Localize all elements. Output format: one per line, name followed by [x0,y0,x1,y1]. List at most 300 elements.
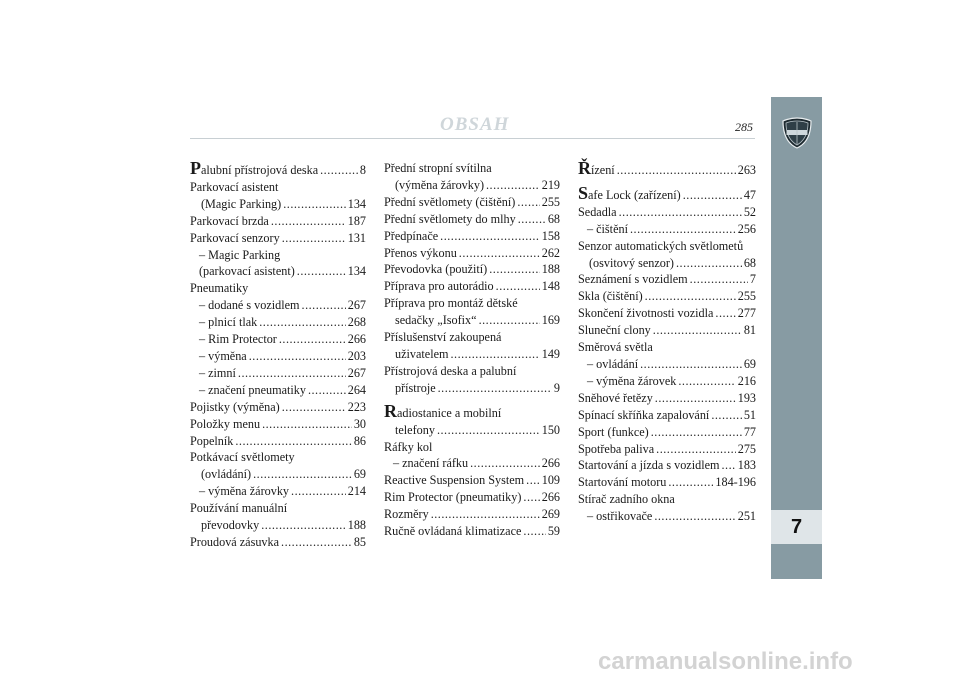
leader-dots [517,194,539,211]
entry-text: Směrová světla [578,340,653,355]
entry-text: (osvitový senzor) [589,255,674,270]
entry-text: Rozměry [384,507,429,522]
index-entry [578,508,756,525]
entry-text: telefony [395,422,435,437]
lancia-shield-icon [782,117,812,149]
entry-page-number: 277 [737,306,756,321]
index-line [384,439,560,456]
index-line [190,449,366,466]
entry-text: – výměna [199,348,247,363]
entry-page-number: 69 [353,467,366,482]
entry-text: Popelník [190,433,234,448]
index-entry [578,457,756,474]
index-line [190,179,366,196]
index-entry [190,500,366,534]
index-line [578,271,756,288]
leader-dots [630,221,736,238]
leader-dots [262,416,352,433]
index-entry [578,182,756,204]
index-entry [384,400,560,439]
entry-text: Parkovací senzory [190,230,280,245]
watermark: carmanualsonline.info [598,648,853,675]
leader-dots [279,331,346,348]
index-entry [578,339,756,356]
leader-dots [721,457,735,474]
index-line [384,261,560,278]
index-entry [578,160,756,179]
leader-dots [259,314,346,331]
index-entry [384,278,560,295]
leader-dots [523,523,545,540]
index-line [190,534,366,551]
index-line [384,329,560,346]
entry-page-number: 256 [737,221,756,236]
entry-text: Spotřeba paliva [578,441,655,456]
index-line [384,245,560,262]
initial-letter: Ř [578,158,591,178]
entry-page-number: 86 [353,433,366,448]
index-entry [190,365,366,382]
entry-page-number: 266 [347,332,366,347]
leader-dots [437,422,540,439]
leader-dots [668,474,713,491]
entry-text-rest: alubní přístrojová deska [201,163,319,177]
leader-dots [459,245,540,262]
entry-text: sedačky „Isofix“ [395,313,477,328]
entry-page-number: 219 [541,177,560,192]
leader-dots [282,230,346,247]
entry-text: (výměna žárovky) [395,177,484,192]
index-entry [190,382,366,399]
entry-text: Přístrojová deska a palubní [384,363,517,378]
index-line [578,390,756,407]
index-entry [384,329,560,363]
index-entry [190,433,366,450]
entry-page-number: 59 [547,524,560,539]
index-line [578,491,756,508]
entry-text: Startování motoru [578,475,667,490]
index-line [578,288,756,305]
index-line [190,365,366,382]
page-number: 285 [735,120,753,134]
entry-text: Sluneční clony [578,323,651,338]
index-line [190,331,366,348]
initial-letter: S [578,182,589,203]
entry-text-rest: afe Lock (zařízení) [588,187,681,202]
leader-dots [619,204,742,221]
entry-text: – značení pneumatiky [199,382,306,397]
index-line [190,348,366,365]
entry-page-number: 158 [541,228,560,243]
entry-page-number: 267 [347,365,366,380]
entry-text: Pojistky (výměna) [190,399,280,414]
index-line [190,466,366,483]
entry-page-number: 269 [541,507,560,522]
leader-dots [271,213,346,230]
entry-text: Potkávací světlomety [190,450,295,465]
index-line [384,489,560,506]
entry-text: Položky menu [190,416,261,431]
index-line [578,255,756,272]
index-entry [578,305,756,322]
entry-text: (parkovací asistent) [199,264,295,279]
initial-letter: P [190,158,201,178]
index-entry [384,228,560,245]
index-entry [578,356,756,373]
index-line [578,424,756,441]
entry-text: – plnicí tlak [199,315,258,330]
entry-page-number: 69 [743,356,756,371]
entry-text: Přenos výkonu [384,245,457,260]
index-line [190,297,366,314]
leader-dots [651,424,742,441]
index-entry [190,247,366,281]
index-line [384,472,560,489]
index-entry [384,523,560,540]
entry-page-number: 134 [347,196,366,211]
index-entry [578,424,756,441]
index-line [384,400,560,422]
entry-text: Přední světlomety do mlhy [384,211,516,226]
index-line [384,295,560,312]
entry-page-number: 266 [541,490,560,505]
index-entry [384,211,560,228]
entry-text: Ručně ovládaná klimatizace [384,524,522,539]
entry-text: přístroje [395,380,436,395]
index-line [190,314,366,331]
entry-page-number: 193 [737,390,756,405]
entry-page-number: 9 [553,380,560,395]
entry-text: Stírač zadního okna [578,492,675,507]
entry-page-number: 255 [737,289,756,304]
leader-dots [523,489,539,506]
index-line [578,182,756,204]
index-line [384,422,560,439]
entry-text: – Rim Protector [199,332,277,347]
index-line [384,194,560,211]
index-entry [190,449,366,483]
entry-page-number: 134 [347,264,366,279]
index-column-1 [190,160,366,551]
entry-text [578,160,615,179]
index-line [578,221,756,238]
index-entry [190,399,366,416]
entry-text: Skončení životnosti vozidla [578,306,714,321]
entry-text [190,160,318,179]
entry-text: Rim Protector (pneumatiky) [384,490,522,505]
index-line [190,247,366,264]
index-line [384,312,560,329]
index-line [578,204,756,221]
entry-page-number: 131 [347,230,366,245]
entry-text: Sněhové řetězy [578,390,653,405]
entry-text: převodovky [201,518,260,533]
index-entry [384,472,560,489]
leader-dots [676,255,742,272]
entry-page-number: 223 [347,399,366,414]
index-entry [190,213,366,230]
leader-dots [683,187,742,204]
leader-dots [431,506,540,523]
leader-dots [645,288,736,305]
entry-text: Sedadla [578,204,617,219]
index-line [578,322,756,339]
index-column-3 [578,160,756,525]
entry-text: – čištění [587,221,628,236]
index-line [578,474,756,491]
entry-page-number: 184-196 [715,475,756,490]
entry-text: (ovládání) [201,467,252,482]
leader-dots [715,305,735,322]
index-entry [384,295,560,329]
section-title: OBSAH [440,114,510,135]
index-line [578,373,756,390]
entry-text: Předpínače [384,228,439,243]
index-entry [384,194,560,211]
index-column-2 [384,160,560,540]
entry-text: Příprava pro montáž dětské [384,296,518,311]
index-entry [190,297,366,314]
entry-text [384,400,502,421]
index-line [190,433,366,450]
leader-dots [526,472,540,489]
entry-text: Příslušenství zakoupená [384,330,502,345]
entry-page-number: 214 [347,484,366,499]
index-line [190,416,366,433]
entry-page-number: 264 [347,382,366,397]
leader-dots [440,228,540,245]
index-entry [384,363,560,397]
index-entry [190,230,366,247]
index-entry [384,455,560,472]
index-line [384,211,560,228]
leader-dots [690,271,748,288]
index-line [190,280,366,297]
index-line [578,305,756,322]
index-entry [190,179,366,213]
index-line [578,160,756,179]
entry-page-number: 251 [737,509,756,524]
index-entry [578,407,756,424]
entry-page-number: 169 [541,313,560,328]
index-line [384,346,560,363]
leader-dots [450,346,539,363]
index-entry [190,534,366,551]
index-entry [190,331,366,348]
index-line [190,263,366,280]
entry-text: Převodovka (použití) [384,262,488,277]
index-entry [190,483,366,500]
index-entry [384,261,560,278]
entry-page-number: 8 [359,163,366,177]
leader-dots [518,211,546,228]
entry-page-number: 77 [743,424,756,439]
index-line [190,230,366,247]
index-entry [190,314,366,331]
leader-dots [297,263,346,280]
entry-text: Senzor automatických světlometů [578,238,744,253]
index-line [384,160,560,177]
entry-page-number: 267 [347,298,366,313]
index-line [190,483,366,500]
entry-page-number: 268 [347,315,366,330]
entry-page-number: 85 [353,534,366,549]
index-entry [384,439,560,456]
leader-dots [496,278,540,295]
index-entry [578,474,756,491]
leader-dots [479,312,540,329]
index-line [190,160,366,179]
index-line [384,177,560,194]
leader-dots [238,365,346,382]
index-entry [190,280,366,297]
entry-page-number: 150 [541,422,560,437]
index-entry [578,322,756,339]
entry-text: Startování a jízda s vozidlem [578,458,720,473]
index-line [190,399,366,416]
leader-dots [308,382,346,399]
leader-dots [655,390,736,407]
entry-text: – dodané s vozidlem [199,298,300,313]
entry-text: – zimní [199,365,236,380]
index-line [384,380,560,397]
entry-page-number: 81 [743,323,756,338]
entry-page-number: 7 [749,272,756,287]
leader-dots [291,483,346,500]
entry-page-number: 51 [743,407,756,422]
entry-text: Přední stropní svítilna [384,161,492,175]
entry-page-number: 68 [743,255,756,270]
index-line [578,457,756,474]
entry-page-number: 148 [541,279,560,294]
index-entry [190,416,366,433]
entry-text: – výměna žárovky [199,484,290,499]
entry-page-number: 188 [541,262,560,277]
entry-page-number: 255 [541,194,560,209]
index-line [578,238,756,255]
index-entry [190,348,366,365]
index-entry [384,245,560,262]
entry-page-number: 266 [541,456,560,471]
leader-dots [640,356,742,373]
entry-page-number: 30 [353,416,366,431]
leader-dots [249,348,346,365]
entry-text: Pneumatiky [190,281,249,296]
index-line [384,523,560,540]
entry-text: Přední světlomety (čištění) [384,194,516,209]
index-entry [384,160,560,194]
leader-dots [281,534,352,551]
index-line [578,356,756,373]
leader-dots [678,373,735,390]
index-entry [578,204,756,221]
entry-text-rest: adiostanice a mobilní [397,405,502,420]
entry-text [578,182,681,204]
leader-dots [283,196,346,213]
index-line [384,455,560,472]
leader-dots [261,517,346,534]
leader-dots [489,261,539,278]
entry-text: Skla (čištění) [578,289,643,304]
leader-dots [320,162,358,179]
index-line [190,500,366,517]
entry-page-number: 203 [347,348,366,363]
entry-text: Ráfky kol [384,439,433,454]
index-entry [190,160,366,179]
leader-dots [711,407,741,424]
entry-page-number: 263 [737,163,756,177]
entry-page-number: 188 [347,518,366,533]
leader-dots [470,455,540,472]
index-line [578,339,756,356]
leader-dots [253,466,352,483]
entry-text-rest: ízení [591,163,615,177]
index-line [190,382,366,399]
entry-page-number: 52 [743,204,756,219]
index-entry [384,489,560,506]
index-line [190,517,366,534]
entry-text: Reactive Suspension System [384,473,525,488]
entry-page-number: 183 [737,458,756,473]
entry-text: Parkovací asistent [190,179,279,194]
entry-text: – výměna žárovek [587,373,677,388]
entry-page-number: 275 [737,441,756,456]
entry-page-number: 68 [547,211,560,226]
entry-text: (Magic Parking) [201,196,282,211]
chapter-number: 7 [771,510,822,544]
entry-text: Proudová zásuvka [190,534,280,549]
leader-dots [654,508,735,525]
index-line [384,228,560,245]
header-divider [190,138,755,139]
index-line [578,508,756,525]
index-entry [578,238,756,272]
initial-letter: R [384,400,397,421]
index-entry [578,491,756,508]
index-entry [384,506,560,523]
entry-text: Spínací skříňka zapalování [578,407,710,422]
leader-dots [302,297,346,314]
index-line [384,506,560,523]
chapter-side-tab [771,97,822,579]
entry-page-number: 216 [737,373,756,388]
leader-dots [653,322,742,339]
leader-dots [486,177,540,194]
entry-page-number: 149 [541,346,560,361]
index-entry [578,441,756,458]
index-line [190,196,366,213]
entry-text: – značení ráfku [393,456,469,471]
leader-dots [656,441,736,458]
index-entry [578,390,756,407]
index-entry [578,221,756,238]
entry-text: – Magic Parking [199,247,281,262]
index-entry [578,373,756,390]
entry-text: – ovládání [587,356,639,371]
index-entry [578,271,756,288]
entry-text: Seznámení s vozidlem [578,272,688,287]
index-line [578,441,756,458]
entry-page-number: 262 [541,245,560,260]
leader-dots [235,433,351,450]
index-line [190,213,366,230]
entry-text: uživatelem [395,346,449,361]
index-line [384,363,560,380]
entry-text: Parkovací brzda [190,213,269,228]
leader-dots [282,399,346,416]
entry-text: Používání manuální [190,501,288,516]
index-line [578,407,756,424]
